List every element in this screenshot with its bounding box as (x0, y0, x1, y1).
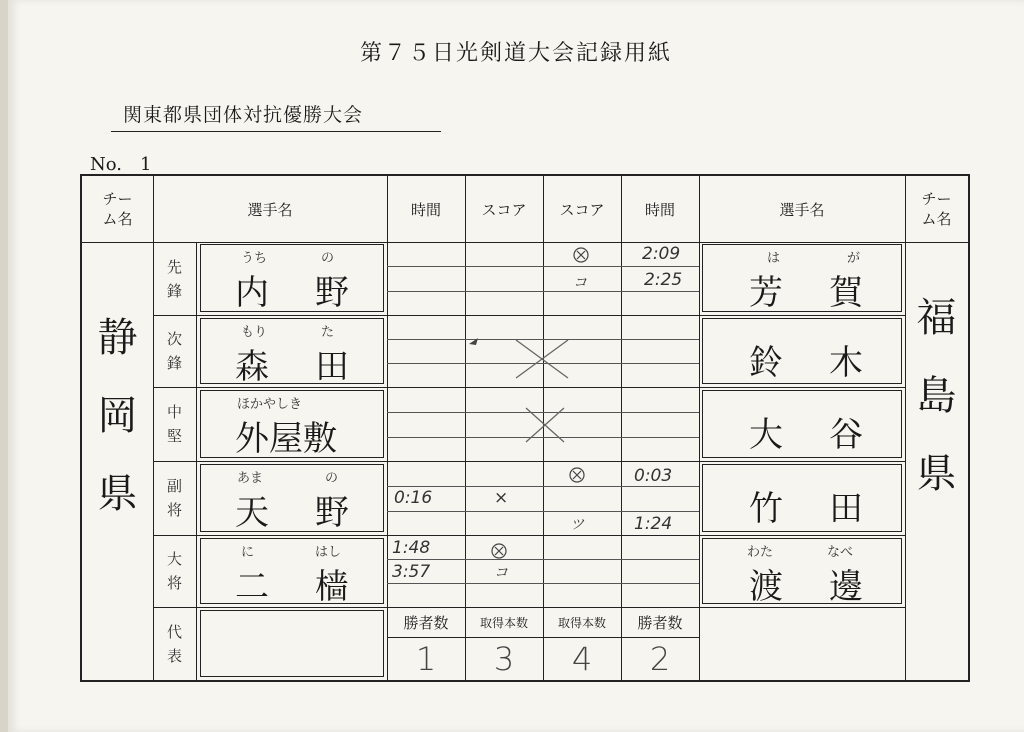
score-header-right: スコア (559, 200, 605, 219)
men-circle-mark (572, 246, 590, 264)
left-points-total: 3 (493, 639, 515, 678)
record-sheet (8, 0, 1024, 732)
sheet-title: 第７５日光剣道大会記録用紙 (359, 41, 672, 66)
bout4-right-time-2: 1:24 (634, 514, 673, 534)
position-daihyo: 代 表 (166, 622, 182, 665)
left-player-1: うち の 内 野 (200, 244, 384, 312)
time-header-right: 時間 (644, 200, 675, 219)
team-name-header-left: チー ム名 (102, 190, 133, 228)
draw-mark-bout3 (522, 404, 568, 446)
men-circle-mark-2 (490, 542, 508, 560)
score-table (80, 174, 970, 682)
tournament-name: 関東都県団体対抗優勝大会 (111, 100, 441, 132)
match-number: No. 1 (90, 154, 152, 175)
right-player-3: 大 谷 (702, 390, 902, 458)
right-player-4: 竹 田 (702, 464, 902, 532)
score-header-left: スコア (481, 200, 527, 219)
player-name-header-left: 選手名 (247, 200, 293, 219)
position-taisho: 大 将 (166, 550, 182, 592)
bout4-right-time-1: 0:03 (634, 466, 673, 486)
left-player-4: あま の 天 野 (200, 464, 384, 532)
team-left: 静 岡 県 (97, 315, 138, 517)
draw-mark-bout2 (512, 336, 572, 382)
left-winner-count: 1 (415, 639, 437, 678)
bout4-left-time-1: 0:16 (394, 488, 433, 508)
right-player-1: は が 芳 賀 (702, 244, 902, 312)
position-jiho: 次 鋒 (166, 330, 182, 372)
bout5-left-time-1: 1:48 (392, 538, 431, 558)
left-player-2: もり た 森 田 (200, 318, 384, 384)
bout1-right-score-2: コ (573, 275, 587, 291)
left-player-3: ほかやしき 外屋敷 (200, 390, 384, 458)
right-points-total: 4 (571, 639, 593, 678)
position-senpo: 先 鋒 (166, 257, 182, 300)
position-fukusho: 副 将 (166, 477, 182, 519)
bout4-right-score-2: ツ (570, 517, 584, 533)
dou-circle-mark (568, 466, 586, 484)
player-name-header-right: 選手名 (779, 200, 825, 219)
bout1-right-time-2: 2:25 (644, 270, 683, 290)
left-player-5: に はし 二 樯 (200, 538, 384, 604)
bout5-left-time-2: 3:57 (392, 562, 431, 582)
winners-label-right: 勝者数 (637, 613, 683, 632)
left-representative (200, 610, 384, 677)
time-header-left: 時間 (410, 200, 441, 219)
team-right: 福 島 県 (916, 295, 957, 497)
points-label-left: 取得本数 (479, 615, 528, 630)
bout4-left-score-1: × (494, 488, 509, 508)
winners-label-left: 勝者数 (403, 613, 449, 632)
right-player-5: わた なべ 渡 邊 (702, 538, 902, 604)
team-name-header-right: チー ム名 (921, 190, 952, 228)
points-label-right: 取得本数 (557, 615, 606, 630)
ink-dot (468, 336, 480, 346)
bout1-right-time-1: 2:09 (642, 244, 681, 264)
position-chuken: 中 堅 (166, 403, 182, 445)
bout5-left-score-2: コ (494, 565, 508, 581)
right-winner-count: 2 (649, 639, 671, 678)
right-player-2: 鈴 木 (702, 318, 902, 384)
